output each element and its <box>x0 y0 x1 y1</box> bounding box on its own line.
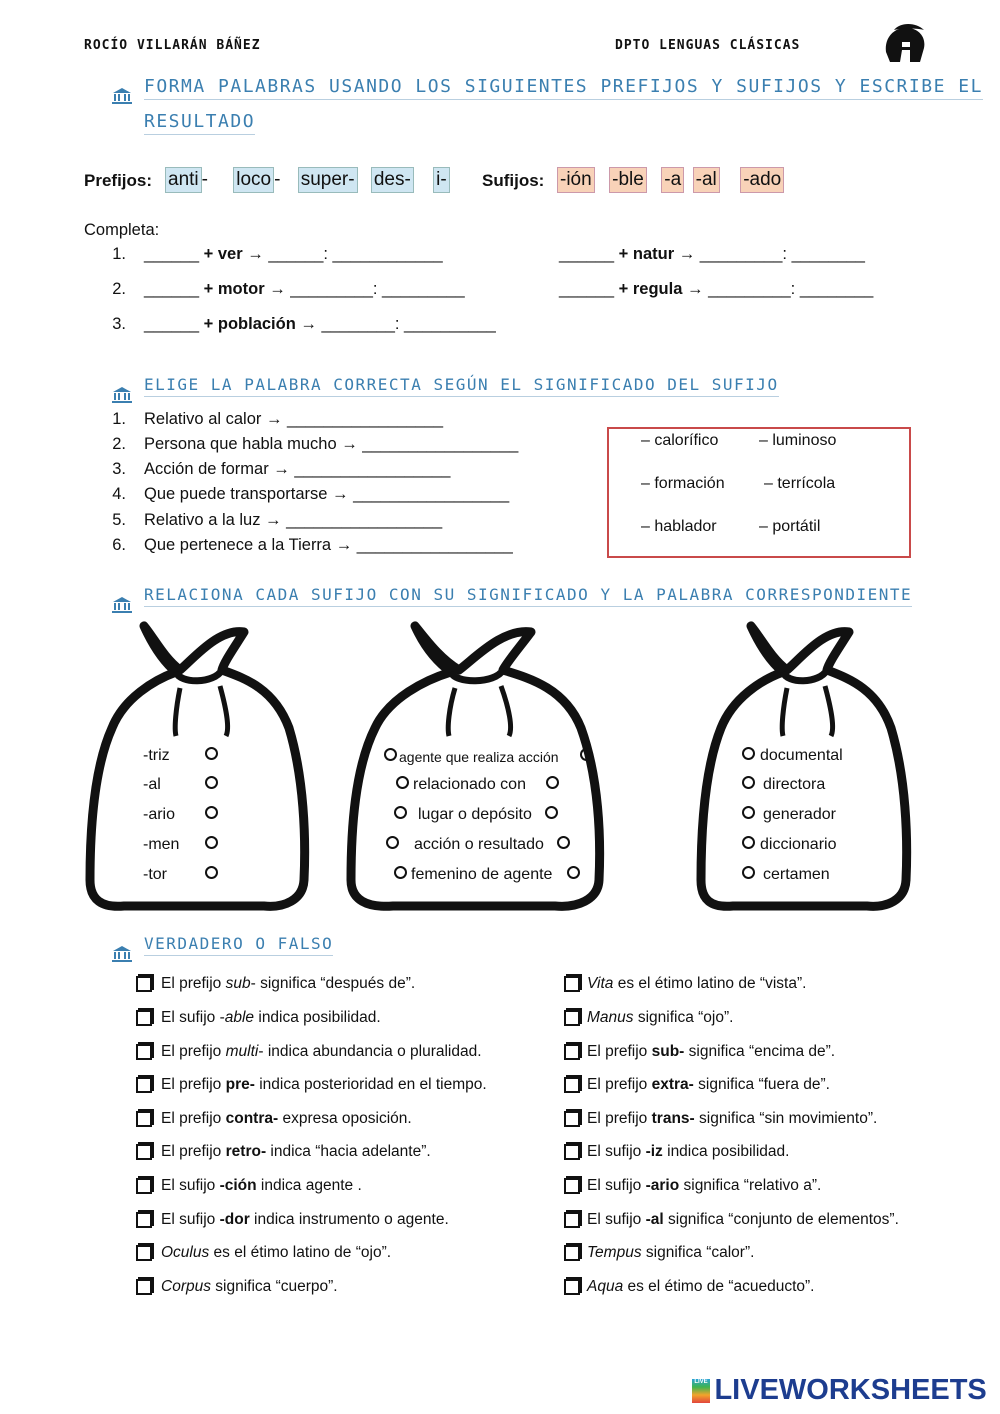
statement-text: El prefijo <box>587 1110 652 1127</box>
suffix-chip[interactable]: -ado <box>740 167 784 193</box>
section1-title-line1: FORMA PALABRAS USANDO LOS SIGUIENTES PREFIJOS Y SUFIJOS Y ESCRIBE EL <box>144 76 983 100</box>
statement-text: El prefijo <box>587 1043 652 1060</box>
statement-text: - significa “después de”. <box>250 975 416 992</box>
statement-text: indica instrumento o agente. <box>249 1211 449 1228</box>
true-false-statement <box>161 1043 482 1061</box>
suffix-item[interactable]: Persona que habla mucho → _________________ <box>144 435 519 453</box>
row-number: 3. <box>112 315 126 333</box>
complete-label: Completa: <box>84 221 160 239</box>
statement-text: es el étimo latino de “ojo”. <box>209 1244 392 1261</box>
section3-title: RELACIONA CADA SUFIJO CON SU SIGNIFICADO Y LA PALABRA CORRESPONDIENTE <box>144 585 912 607</box>
statement-text: significa “calor”. <box>641 1244 755 1261</box>
suffixes-label: Sufijos: <box>482 171 545 190</box>
prefix-dash: - <box>201 169 208 190</box>
bag-illustration <box>84 618 314 913</box>
statement-text: El sufijo <box>587 1177 646 1194</box>
temple-icon <box>112 946 132 962</box>
blank: → ________: __________ <box>295 315 496 333</box>
true-false-checkbox[interactable] <box>564 1279 580 1295</box>
statement-italic: Manus <box>587 1009 634 1026</box>
completion-row-right[interactable] <box>559 280 873 299</box>
statement-bold: contra- <box>225 1110 279 1127</box>
word-bank-item: – terrícola <box>764 475 836 492</box>
prefix-chip[interactable]: super- <box>298 167 358 193</box>
true-false-statement <box>587 1143 789 1161</box>
statement-text: - indica abundancia o pluralidad. <box>258 1043 482 1060</box>
department-name: DPTO LENGUAS CLÁSICAS <box>615 38 801 53</box>
blank: ______ <box>144 315 204 333</box>
true-false-statement <box>161 975 415 993</box>
statement-text: indica agente . <box>256 1177 362 1194</box>
word-option: documental <box>760 747 843 764</box>
statement-text: indica posibilidad. <box>254 1009 381 1026</box>
statement-text: El sufijo <box>161 1211 220 1228</box>
true-false-statement <box>587 1009 733 1027</box>
statement-italic: Vita <box>587 975 614 992</box>
match-radio[interactable] <box>742 776 755 789</box>
section1-title-line2: RESULTADO <box>144 111 255 135</box>
completion-row-left[interactable] <box>144 245 443 264</box>
true-false-checkbox[interactable] <box>564 1111 580 1127</box>
match-radio[interactable] <box>205 866 218 879</box>
statement-text: es el étimo de “acueducto”. <box>623 1278 815 1295</box>
statement-text: indica posterioridad en el tiempo. <box>254 1076 487 1093</box>
temple-icon <box>112 88 132 104</box>
meaning-option: acción o resultado <box>414 836 544 853</box>
true-false-statement <box>587 1043 835 1061</box>
word-option: directora <box>763 776 826 793</box>
true-false-statement <box>587 1110 877 1128</box>
word-root: + natur <box>618 245 675 263</box>
statement-text: significa “relativo a”. <box>679 1177 822 1194</box>
blank: → _________: _________ <box>264 280 465 298</box>
true-false-statement <box>587 975 806 993</box>
true-false-statement <box>161 1244 391 1262</box>
temple-icon <box>112 597 132 613</box>
statement-text: El prefijo <box>587 1076 652 1093</box>
statement-italic: Oculus <box>161 1244 210 1261</box>
statement-text: expresa oposición. <box>278 1110 412 1127</box>
word-root: + regula <box>618 280 683 298</box>
suffix-option: -al <box>143 776 161 793</box>
item-number: 1. <box>112 410 126 428</box>
suffix-chips <box>557 167 784 193</box>
blank: → _________: ________ <box>682 280 874 298</box>
true-false-checkbox[interactable] <box>564 1010 580 1026</box>
match-radio[interactable] <box>205 806 218 819</box>
match-radio[interactable] <box>742 866 755 879</box>
prefix-chip[interactable]: des- <box>371 167 414 193</box>
prefix-dash: - <box>274 169 281 190</box>
word-root: + motor <box>203 280 265 298</box>
suffix-option: -tor <box>143 866 167 883</box>
true-false-checkbox[interactable] <box>564 1044 580 1060</box>
item-number: 5. <box>112 511 126 529</box>
true-false-checkbox[interactable] <box>564 1212 580 1228</box>
match-radio[interactable] <box>384 748 397 761</box>
statement-text: El sufijo - <box>161 1009 225 1026</box>
match-radio[interactable] <box>205 747 218 760</box>
true-false-statement <box>587 1211 899 1229</box>
blank: ______ <box>559 280 619 298</box>
author-name: ROCÍO VILLARÁN BÁÑEZ <box>84 38 261 53</box>
match-radio[interactable] <box>394 806 407 819</box>
suffix-item[interactable]: Que puede transportarse → _________________ <box>144 485 510 503</box>
blank: ______ <box>559 245 619 263</box>
match-radio[interactable] <box>557 836 570 849</box>
meaning-option: femenino de agente <box>411 866 553 883</box>
true-false-checkbox[interactable] <box>564 1144 580 1160</box>
statement-bold: -ción <box>219 1177 257 1194</box>
true-false-statement <box>161 1110 412 1128</box>
match-radio[interactable] <box>742 747 755 760</box>
match-radio[interactable] <box>386 836 399 849</box>
suffix-option: -triz <box>143 747 170 764</box>
suffix-chip[interactable]: -al <box>693 167 720 193</box>
true-false-checkbox[interactable] <box>564 1178 580 1194</box>
meaning-option: relacionado con <box>413 776 526 793</box>
section2-title: ELIGE LA PALABRA CORRECTA SEGÚN EL SIGNIFICADO DEL SUFIJO <box>144 375 779 397</box>
word-bank-item: – portátil <box>759 518 821 535</box>
prefix-chips <box>165 167 450 193</box>
match-radio[interactable] <box>742 836 755 849</box>
statement-bold: pre- <box>225 1076 255 1093</box>
statement-text: El sufijo <box>587 1211 646 1228</box>
liveworksheets-logo <box>692 1374 987 1407</box>
word-option: diccionario <box>760 836 837 853</box>
prefix-chip[interactable]: anti <box>165 167 202 193</box>
true-false-checkbox[interactable] <box>564 976 580 992</box>
liveworksheets-text: LIVEWORKSHEETS <box>714 1374 987 1406</box>
true-false-checkbox[interactable] <box>564 1245 580 1261</box>
true-false-checkbox[interactable] <box>136 1245 152 1261</box>
statement-bold: -dor <box>219 1211 250 1228</box>
statement-text: significa “conjunto de elementos”. <box>663 1211 899 1228</box>
word-root: + ver <box>203 245 243 263</box>
statement-bold: -al <box>645 1211 664 1228</box>
statement-text: El prefijo <box>161 1076 226 1093</box>
suffix-chip[interactable]: -a <box>661 167 684 193</box>
statement-text: El prefijo <box>161 1110 226 1127</box>
statement-text: El prefijo <box>161 1043 226 1060</box>
match-radio[interactable] <box>567 866 580 879</box>
match-radio[interactable] <box>545 806 558 819</box>
statement-bold: retro- <box>225 1143 267 1160</box>
suffix-item[interactable]: Relativo a la luz → _________________ <box>144 511 443 529</box>
true-false-checkbox[interactable] <box>136 1144 152 1160</box>
statement-italic: sub <box>225 975 251 992</box>
statement-text: El prefijo <box>161 975 226 992</box>
statement-text: indica “hacia adelante”. <box>266 1143 431 1160</box>
completion-row-left[interactable] <box>144 315 496 334</box>
row-number: 2. <box>112 280 126 298</box>
blank: ______ <box>144 280 204 298</box>
live-badge-icon: LIVE <box>692 1379 710 1403</box>
statement-bold: sub- <box>651 1043 685 1060</box>
item-number: 4. <box>112 485 126 503</box>
statement-text: El sufijo <box>161 1177 220 1194</box>
true-false-checkbox[interactable] <box>136 1044 152 1060</box>
word-option: generador <box>763 806 836 823</box>
meaning-option: lugar o depósito <box>418 806 532 823</box>
match-radio[interactable] <box>205 836 218 849</box>
suffix-option: -men <box>143 836 180 853</box>
true-false-checkbox[interactable] <box>136 1212 152 1228</box>
statement-italic: Corpus <box>161 1278 211 1295</box>
row-number: 1. <box>112 245 126 263</box>
true-false-statement <box>161 1211 449 1229</box>
statement-bold: -ario <box>645 1177 680 1194</box>
word-bank-item: – formación <box>641 475 725 492</box>
blank: → ______: ____________ <box>242 245 443 263</box>
prefixes-label: Prefijos: <box>84 171 153 190</box>
prefix-chip[interactable]: loco <box>233 167 274 193</box>
suffix-item[interactable]: Acción de formar → _________________ <box>144 460 451 478</box>
completion-row-left[interactable] <box>144 280 465 299</box>
match-radio[interactable] <box>742 806 755 819</box>
suffix-item[interactable]: Relativo al calor → _________________ <box>144 410 444 428</box>
suffix-chip[interactable]: -ble <box>609 167 647 193</box>
true-false-checkbox[interactable] <box>564 1077 580 1093</box>
match-radio[interactable] <box>394 866 407 879</box>
true-false-statement <box>587 1278 814 1296</box>
statement-text: indica posibilidad. <box>662 1143 790 1160</box>
statement-bold: -iz <box>645 1143 663 1160</box>
temple-icon <box>112 387 132 403</box>
statement-text: El sufijo <box>587 1143 646 1160</box>
match-radio[interactable] <box>546 776 559 789</box>
true-false-checkbox[interactable] <box>136 1279 152 1295</box>
suffix-chip[interactable]: -ión <box>557 167 595 193</box>
item-number: 2. <box>112 435 126 453</box>
blank: ______ <box>144 245 204 263</box>
item-number: 6. <box>112 536 126 554</box>
word-bank-item: – luminoso <box>759 432 837 449</box>
statement-text: significa “fuera de”. <box>693 1076 830 1093</box>
statement-bold: extra- <box>651 1076 694 1093</box>
true-false-statement <box>587 1244 754 1262</box>
statement-italic: Tempus <box>587 1244 642 1261</box>
true-false-statement <box>161 1278 338 1296</box>
item-number: 3. <box>112 460 126 478</box>
prefix-chip[interactable]: i- <box>433 167 450 193</box>
spartan-helmet-icon <box>880 22 928 66</box>
true-false-statement <box>587 1076 830 1094</box>
true-false-statement <box>161 1143 431 1161</box>
true-false-checkbox[interactable] <box>136 1111 152 1127</box>
match-radio[interactable] <box>396 776 409 789</box>
statement-text: El prefijo <box>161 1143 226 1160</box>
true-false-checkbox[interactable] <box>136 1010 152 1026</box>
true-false-checkbox[interactable] <box>136 976 152 992</box>
statement-text: significa “encima de”. <box>684 1043 836 1060</box>
true-false-statement <box>161 1076 487 1094</box>
statement-text: es el étimo latino de “vista”. <box>613 975 807 992</box>
word-option: certamen <box>763 866 830 883</box>
meaning-option: agente que realiza acción <box>399 749 559 765</box>
true-false-statement <box>161 1009 381 1027</box>
statement-bold: trans- <box>651 1110 695 1127</box>
word-bank-item: – hablador <box>641 518 717 535</box>
statement-text: significa “sin movimiento”. <box>694 1110 878 1127</box>
match-radio[interactable] <box>580 748 593 761</box>
true-false-checkbox[interactable] <box>136 1178 152 1194</box>
statement-italic: multi <box>225 1043 259 1060</box>
suffix-option: -ario <box>143 806 176 823</box>
statement-italic: able <box>224 1009 255 1026</box>
match-radio[interactable] <box>205 776 218 789</box>
section4-title: VERDADERO O FALSO <box>144 934 333 956</box>
statement-text: significa “cuerpo”. <box>210 1278 338 1295</box>
true-false-statement <box>161 1177 362 1195</box>
statement-text: significa “ojo”. <box>633 1009 734 1026</box>
suffix-item[interactable]: Que pertenece a la Tierra → _________________ <box>144 536 513 554</box>
statement-italic: Aqua <box>587 1278 624 1295</box>
true-false-statement <box>587 1177 821 1195</box>
true-false-checkbox[interactable] <box>136 1077 152 1093</box>
word-root: + población <box>203 315 296 333</box>
word-bank-item: – calorífico <box>641 432 719 449</box>
blank: → _________: ________ <box>674 245 865 263</box>
completion-row-right[interactable] <box>559 245 865 264</box>
